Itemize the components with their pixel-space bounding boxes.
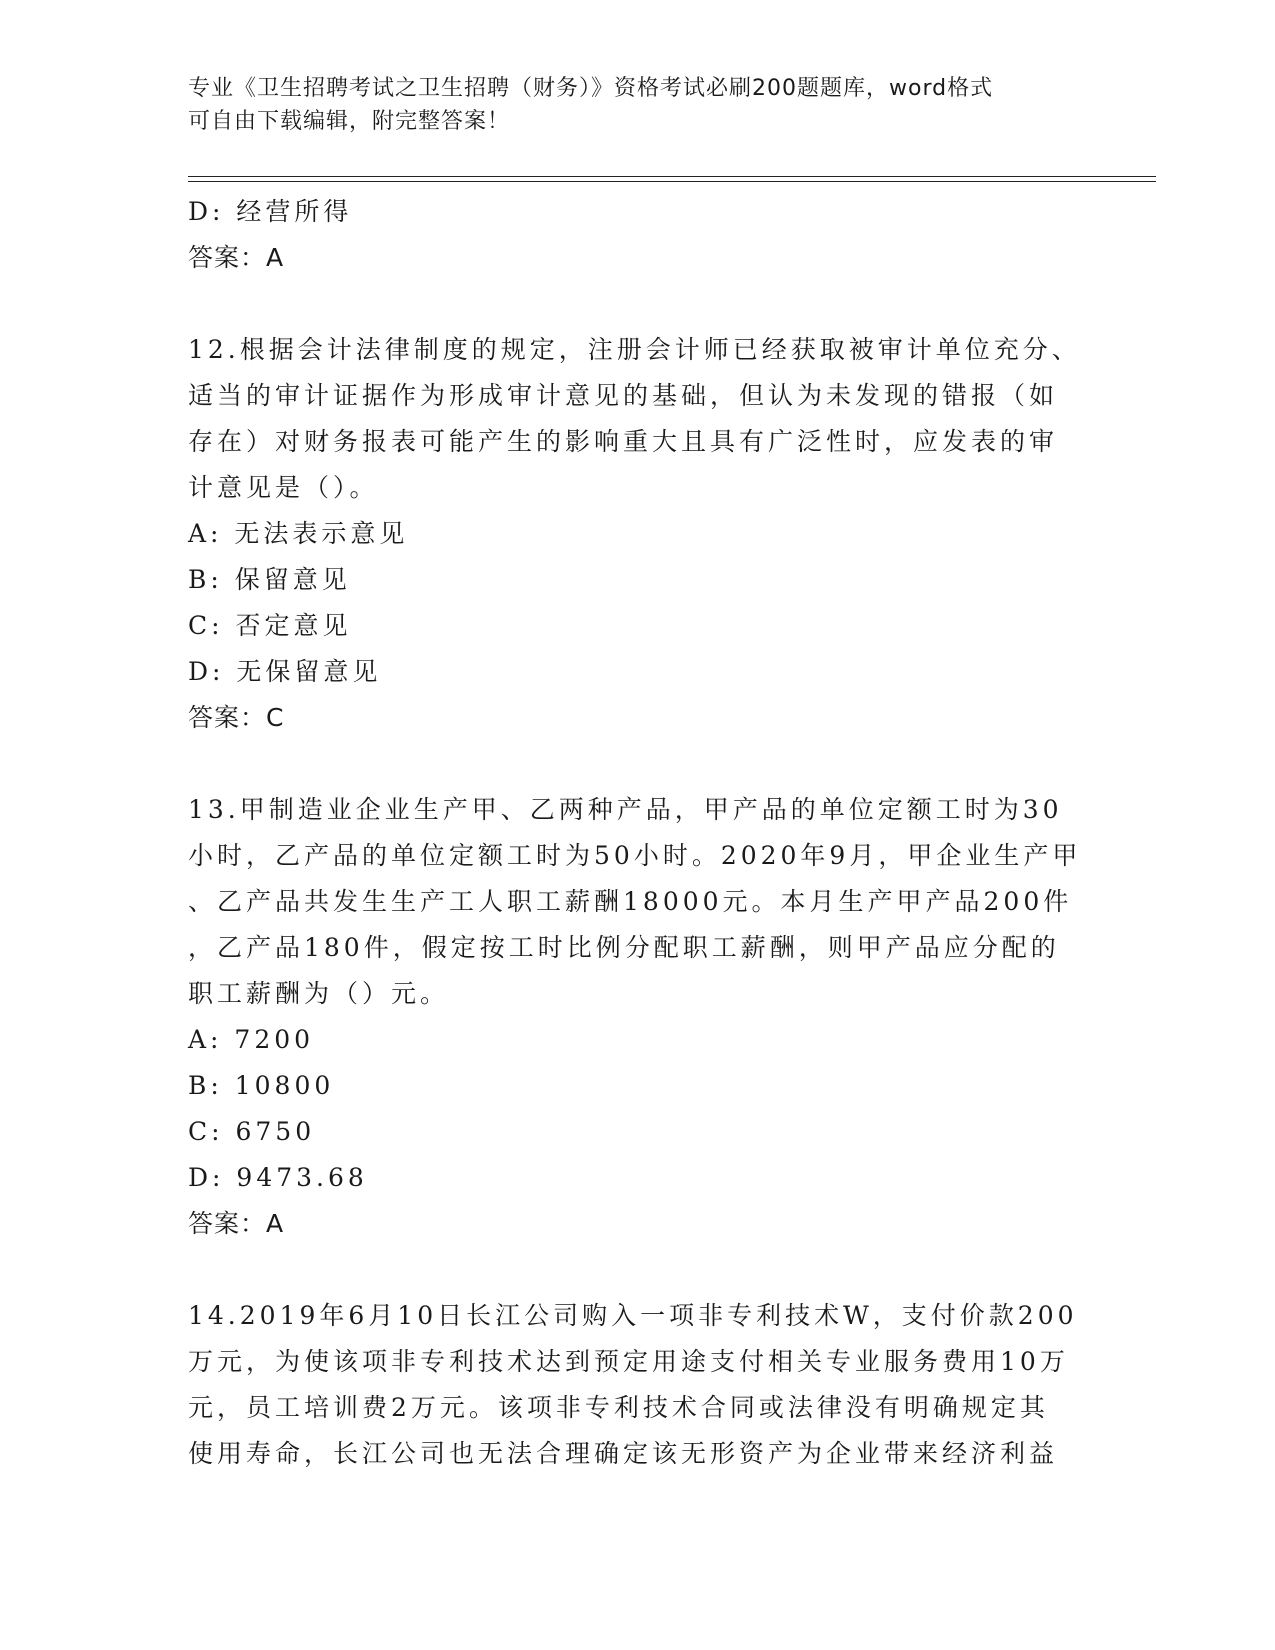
- q14-stem-line: 万元，为使该项非专利技术达到预定用途支付相关专业服务费用10万: [188, 1347, 1069, 1376]
- q12-stem-line: 存在）对财务报表可能产生的影响重大且具有广泛性时，应发表的审: [188, 427, 1059, 456]
- q12-option-a: A: 无法表示意见: [188, 519, 409, 548]
- header-divider-top: [188, 176, 1156, 177]
- question-content: [188, 189, 1088, 1477]
- q12-option-d: D: 无保留意见: [188, 657, 382, 686]
- q11-answer: 答案：A: [188, 243, 285, 272]
- q11-option-d: D: 经营所得: [188, 197, 353, 226]
- q13-stem-line: 13.甲制造业企业生产甲、乙两种产品，甲产品的单位定额工时为30: [188, 795, 1063, 824]
- header-line-1: 专业《卫生招聘考试之卫生招聘（财务）》资格考试必刷200题题库，word格式: [188, 76, 994, 101]
- header-divider-bottom: [188, 181, 1156, 182]
- q13-stem-line: 、乙产品共发生生产工人职工薪酬18000元。本月生产甲产品200件: [188, 887, 1073, 916]
- q12-stem-line: 12.根据会计法律制度的规定，注册会计师已经获取被审计单位充分、: [188, 335, 1081, 364]
- q13-stem-line: ，乙产品180件，假定按工时比例分配职工薪酬，则甲产品应分配的: [188, 933, 1060, 962]
- q12-option-b: B: 保留意见: [188, 565, 351, 594]
- spacer: [188, 1247, 1088, 1293]
- q14-stem-line: 使用寿命，长江公司也无法合理确定该无形资产为企业带来经济利益: [188, 1439, 1059, 1468]
- q12-option-c: C: 否定意见: [188, 611, 352, 640]
- q14-stem-line: 元，员工培训费2万元。该项非专利技术合同或法律没有明确规定其: [188, 1393, 1049, 1422]
- q12-stem-line: 适当的审计证据作为形成审计意见的基础，但认为未发现的错报（如: [188, 381, 1059, 410]
- q13-stem-line: 小时，乙产品的单位定额工时为50小时。2020年9月，甲企业生产甲: [188, 841, 1082, 870]
- spacer: [188, 281, 1088, 327]
- q12-answer: 答案：C: [188, 703, 285, 732]
- q13-option-a: A: 7200: [188, 1025, 315, 1054]
- q13-stem-line: 职工薪酬为（）元。: [188, 979, 450, 1008]
- q14-stem-line: 14.2019年6月10日长江公司购入一项非专利技术W，支付价款200: [188, 1301, 1078, 1330]
- q13-answer: 答案：A: [188, 1209, 285, 1238]
- header-line-2: 可自由下载编辑，附完整答案！: [188, 109, 511, 134]
- question-13: [188, 787, 1088, 1247]
- q13-option-c: C: 6750: [188, 1117, 316, 1146]
- q13-option-b: B: 10800: [188, 1071, 335, 1100]
- q13-option-d: D: 9473.68: [188, 1163, 368, 1192]
- question-14: [188, 1293, 1088, 1477]
- spacer: [188, 741, 1088, 787]
- document-header: [188, 72, 1088, 138]
- question-12: [188, 327, 1088, 741]
- q12-stem-line: 计意见是（）。: [188, 473, 379, 502]
